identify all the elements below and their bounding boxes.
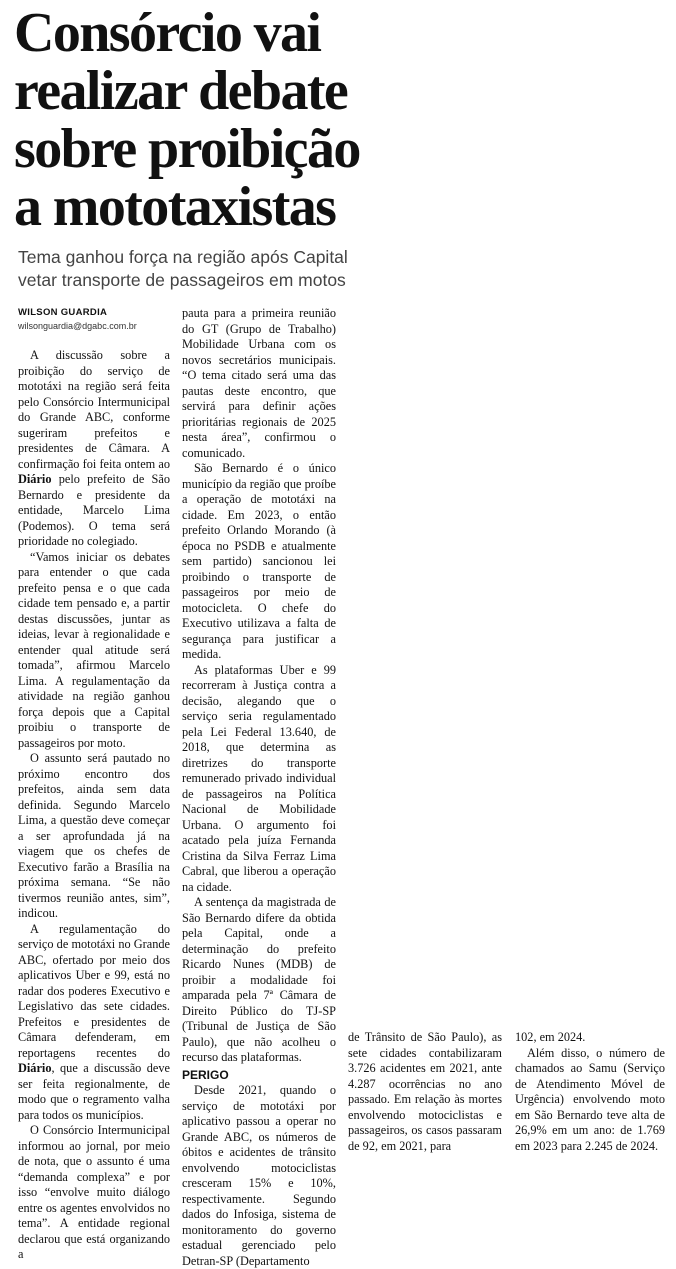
article-column-1 [18, 348, 170, 1263]
subheadline: Tema ganhou força na região após Capital vetar transporte de passageiros em motos [18, 247, 348, 290]
paragraph: Além disso, o número de chamados ao Samu (Serviço de Atendimento Móvel de Urgência) envolvendo moto em São Bernardo teve alta de 26,9% em um ano: de 1.769 em 2023 para 2.245 de 2024. [515, 1045, 665, 1153]
paragraph: O Consórcio Intermunicipal informou ao jornal, por meio de nota, que o assunto é uma “demanda complexa” e por isso “envolve muito diálogo entre os agentes envolvidos no tema”. A entidade regional declarou que está organizando a [18, 1123, 170, 1261]
headline: Consórcio vai realizar debate sobre proibição a mototaxistas [14, 2, 360, 238]
article-column-3 [348, 1030, 502, 1154]
paragraph: São Bernardo é o único município da região que proíbe a operação de mototáxi na cidade. Em 2023, o então prefeito Orlando Morando (à época no PSDB e atualmente sem partido) sancionou lei proibindo o transporte de passageiros por meio de motocicleta. O chefe do Executivo utilizava a falta de segurança para justificar a medida. [182, 461, 336, 661]
article-column-2 [182, 306, 336, 1269]
paragraph: Desde 2021, quando o serviço de mototáxi por aplicativo passou a operar no Grande ABC, os números de óbitos e acidentes de trânsito envolvendo motociclistas cresceram 15% e 10%, respectivamente. Segundo dados do Infosiga, sistema de monitoramento do governo estadual gerenciado pelo Detran-SP (Departamento [182, 1083, 336, 1268]
paragraph: 102, em 2024. [515, 1030, 586, 1044]
byline-author: WILSON GUARDIA [18, 307, 108, 318]
byline-email: wilsonguardia@dgabc.com.br [18, 321, 137, 331]
paragraph: A sentença da magistrada de São Bernardo difere da obtida pela Capital, onde a determinação do prefeito Ricardo Nunes (MDB) de proibir a modalidade foi amparada pela 7ª Câmara de Direito Público do TJ-SP (Tribunal de Justiça de São Paulo), que não acolheu o recurso das plataformas. [182, 895, 336, 1064]
paragraph: As plataformas Uber e 99 recorreram à Justiça contra a decisão, alegando que o serviço seria regulamentado pela Lei Federal 13.640, de 2018, que determina as diretrizes do transporte remunerado privado individual de passageiros na Política Nacional de Mobilidade Urbana. O argumento foi acatado pela juíza Fernanda Cristina da Silva Ferraz Lima Cabral, que liberou a operação na cidade. [182, 662, 336, 894]
paragraph: A discussão sobre a proibição do serviço de mototáxi na região será feita pelo Consórcio Intermunicipal do Grande ABC, conforme sugeriram prefeitos e presidentes de Câmara. A confirmação foi feita ontem ao Diário pelo prefeito de São Bernardo e presidente da entidade, Marcelo Lima (Podemos). O tema será prioridade no colegiado. [18, 348, 170, 548]
paragraph: de Trânsito de São Paulo), as sete cidades contabilizaram 3.726 acidentes em 2021, ante 4.287 ocorrências no ano passado. Em relação às mortes envolvendo motociclistas e passageiros, os casos passaram de 92, em 2021, para [348, 1030, 502, 1153]
paragraph: O assunto será pautado no próximo encontro dos prefeitos, ainda sem data definida. Segundo Marcelo Lima, a questão deve começar a ser aprofundada já na viagem que os chefes de Executivo farão a Brasília na próxima semana. “Se não tivermos reunião antes, sim”, indicou. [18, 751, 170, 920]
paragraph: “Vamos iniciar os debates para entender o que cada prefeito pensa e o que cada cidade tem pensado e, a partir destas discussões, juntar as ideias, levar à regionalidade e entender qual atitude será tomada”, afirmou Marcelo Lima. A regulamentação da atividade na região ganhou força depois que a Capital proibiu o transporte de passageiros por moto. [18, 549, 170, 750]
section-heading: PERIGO [182, 1067, 229, 1082]
article-column-4 [515, 1030, 665, 1154]
paragraph: pauta para a primeira reunião do GT (Grupo de Trabalho) Mobilidade Urbana com os novos secretários municipais. “O tema citado será uma das pautas deste encontro, que servirá para definir ações prioritárias regionais de 2025 nesta área”, confirmou o comunicado. [182, 306, 336, 460]
paragraph: A regulamentação do serviço de mototáxi no Grande ABC, ofertado por meio dos aplicativos Uber e 99, está no radar dos poderes Executivo e Legislativo das sete cidades. Prefeitos e presidentes de Câmara defenderam, em reportagens recentes do Diário, que a discussão deve ser feita regionalmente, de modo que o regramento valha para todos os municípios. [18, 921, 170, 1122]
